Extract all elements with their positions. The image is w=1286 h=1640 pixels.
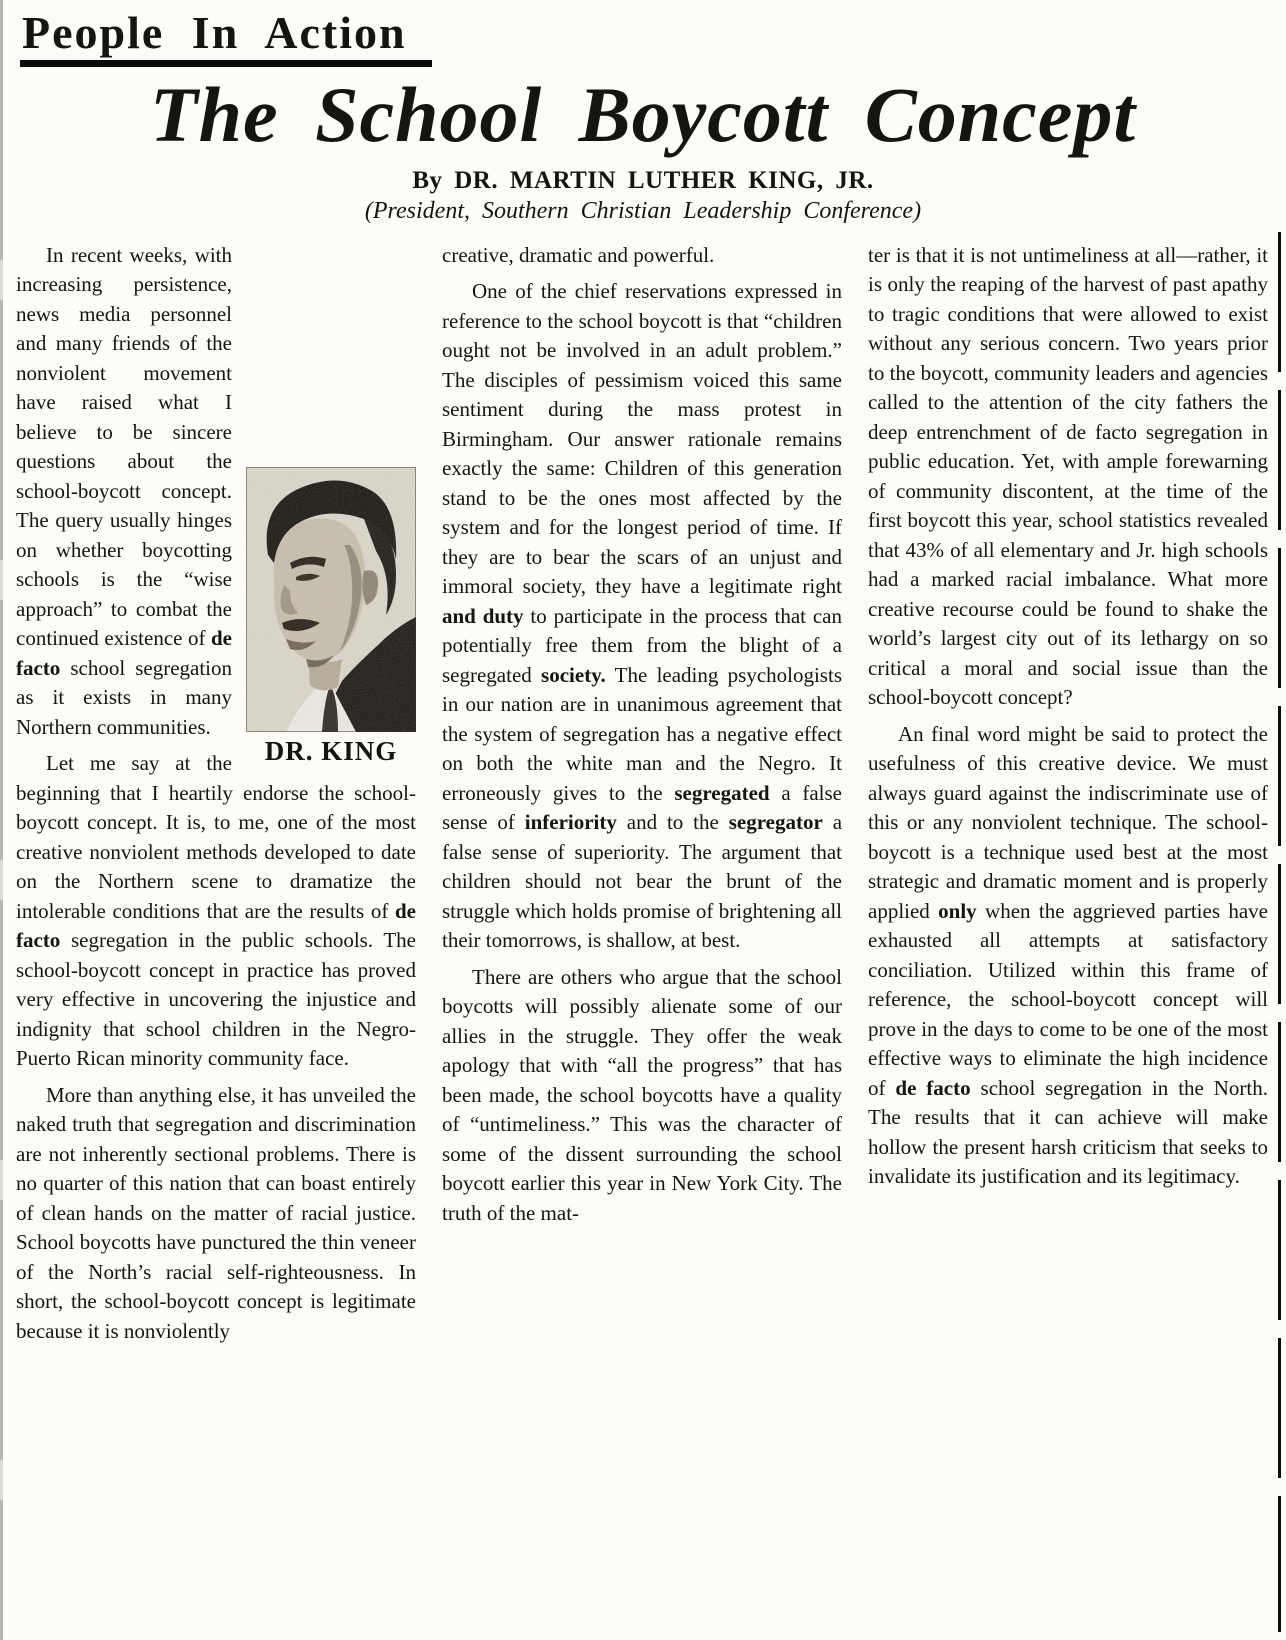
article-paragraph: One of the chief reservations expressed in reference to the school boycott is that “children ought not be involved in an adult problem.” The disciples of pessimism voiced this same sentiment during the mass protest in Birmingham. Our answer rationale remains exactly the same: Children of this generation stand to be the ones most affected by the system and for the longest period of time. If they are to bear the scars of an unjust and immoral society, they have a legitimate right and duty to participate in the process that can potentially free them from the blight of a segregated society. The leading psychologists in our nation are in unanimous agreement that the system of segregation has a negative effect on both the white man and the Negro. It erroneously gives to the segregated a false sense of inferiority and to the segregator a false sense of superiority. The argument that children should not bear the brunt of the struggle which holds promise of brightening all their tomorrows, is shallow, at best. [442,279,843,953]
article-paragraph: Let me say at the beginning that I heartily endorse the school-boycott concept. It is, to me, one of the most creative nonviolent methods developed to date on the Northern scene to dramatize the intolerable conditions that are the results of de facto segregation in the public schools. The school-boycott concept in practice has proved very effective in uncovering the injustice and indignity that school children in the Negro-Puerto Rican minority community face. [16,751,416,1071]
dr-king-photo-figure [246,467,416,767]
article-paragraph: An final word might be said to protect the usefulness of this creative device. We must always guard against the indiscriminate use of this or any nonviolent technique. The school-boycott is a technique used best at the most strategic and dramatic moment and is properly applied only when the aggrieved parties have exhausted all attempts at satisfactory conciliation. Utilized within this frame of reference, the school-boycott concept will prove in the days to come to be one of the most effective ways to eliminate the high incidence of de facto school segregation in the North. The results that it can achieve will make hollow the present harsh criticism that seeks to invalidate its justification and its legitimacy. [868,721,1269,1189]
article-column-3 [868,241,1268,1354]
article-paragraph: creative, dramatic and powerful. [442,242,715,267]
photo-caption: DR. KING [264,735,398,766]
article-column-2 [442,241,842,1354]
article-paragraph: ter is that it is not untimeliness at all—rather, it is only the reaping of the harvest of past apathy to tragic conditions that were allowed to exist without any serious concern. Two years prior to the boycott, community leaders and agencies called to the attention of the city fathers the deep entrenchment of de facto segregation in public education. Yet, with ample forewarning of community discontent, at the time of the first boycott this year, school statistics revealed that 43% of all elementary and Jr. high schools had a marked racial imbalance. What more creative recourse could be found to shake the world’s largest city out of its lethargy on so critical a moral and social issue than the school-boycott concept? [868,242,1268,710]
article-body [0,241,1286,1354]
article-paragraph: There are others who argue that the school boycotts will possibly alienate some of our allies in the struggle. They offer the weak apology that with “all the progress” that has been made, the school boycotts have a quality of “untimeliness.” This was the character of some of the dissent surrounding the school boycott earlier this year in New York City. The truth of the mat- [442,964,842,1225]
section-kicker: People In Action [22,7,407,58]
article-byline: By DR. MARTIN LUTHER KING, JR. [412,166,874,194]
dr-king-photo [246,467,416,732]
article-paragraph: More than anything else, it has unveiled the naked truth that segregation and discrimination are not inherently sectional problems. There is no quarter of this nation that can boast entirely of clean hands on the matter of racial justice. School boycotts have punctured the thin veneer of the North’s racial self-righteousness. In short, the school-boycott concept is legitimate because it is nonviolently [16,1082,416,1343]
article-column-1 [16,241,416,1354]
column-divider-rule [1278,232,1281,1632]
author-affiliation: (President, Southern Christian Leadership Conference) [364,197,922,224]
kicker-underline [20,60,432,67]
scan-left-edge-line [0,0,3,1640]
article-title: The School Boycott Concept [149,71,1137,158]
article-paragraph: In recent weeks, with increasing persistence, news media personnel and many friends of the nonviolent movement have raised what I believe to be sincere questions about the school-boycott concept. The query usually hinges on whether boycotting schools is the “wise approach” to combat the continued existence of de facto school segregation as it exists in many Northern communities. [16,242,232,739]
